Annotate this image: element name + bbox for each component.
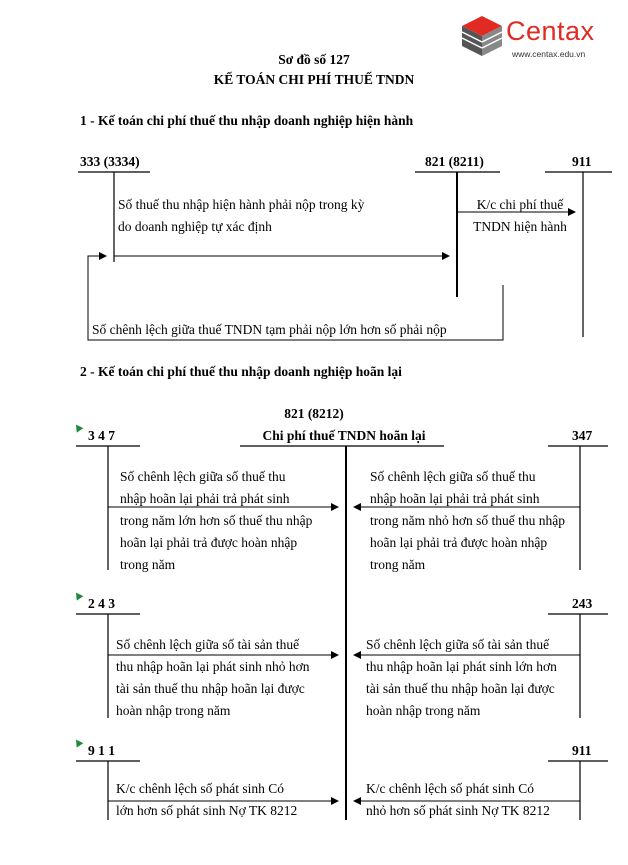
account-911-left: 9 1 1 [88,743,115,758]
account-911-s1: 911 [572,154,592,169]
section2-heading: 2 - Kế toán chi phí thuế thu nhập doanh nghiệp hoãn lại [80,364,402,379]
row2-right-entry: Số chênh lệch giữa số tài sản thuế thu nhập hoãn lại phát sinh lớn hơn tài sản thuế thu nhập hoãn lại được hoàn nhập trong năm [366,637,557,718]
account-347-right: 347 [572,428,593,443]
entry-payable: Số thuế thu nhập hiện hành phải nộp trong kỳ do doanh nghiệp tự xác định [118,197,365,234]
row1-right-entry: Số chênh lệch giữa số thuế thu nhập hoãn lại phải trả phát sinh trong năm nhỏ hơn số thuế thu nhập hoãn lại phải trả được hoàn nhập trong năm [370,469,565,572]
account-333: 333 (3334) [80,154,140,169]
entry-overpaid: Số chênh lệch giữa thuế TNDN tạm phải nộp lớn hơn số phải nộp [92,322,447,337]
logo-url: www.centax.edu.vn [512,49,586,59]
account-243-left: 2 4 3 [88,596,115,611]
account-8212-label: Chi phí thuế TNDN hoãn lại [262,428,426,443]
row1-left-entry: Số chênh lệch giữa số thuế thu nhập hoãn lại phải trả phát sinh trong năm lớn hơn số thuế thu nhập hoãn lại phải trả được hoàn nhập trong năm [120,469,313,572]
diagram-title: KẾ TOÁN CHI PHÍ THUẾ TNDN [213,72,415,87]
section1-heading: 1 - Kế toán chi phí thuế thu nhập doanh nghiệp hiện hành [80,113,414,128]
diagram-number: Sơ đồ số 127 [278,52,350,67]
account-243-right: 243 [572,596,593,611]
row2-left-entry: Số chênh lệch giữa số tài sản thuế thu nhập hoãn lại phát sinh nhỏ hơn tài sản thuế thu nhập hoãn lại được hoàn nhập trong năm [116,637,310,718]
row3-left-entry: K/c chênh lệch số phát sinh Có lớn hơn số phát sinh Nợ TK 8212 [116,781,298,818]
account-8211: 821 (8211) [425,154,484,169]
account-8212: 821 (8212) [284,406,344,421]
logo-brand: Centax [506,16,595,46]
account-347-left: 3 4 7 [88,428,115,443]
entry-transfer-8211: K/c chi phí thuế TNDN hiện hành [473,197,567,234]
account-911-right: 911 [572,743,592,758]
row3-right-entry: K/c chênh lệch số phát sinh Có nhỏ hơn số phát sinh Nợ TK 8212 [366,781,550,818]
